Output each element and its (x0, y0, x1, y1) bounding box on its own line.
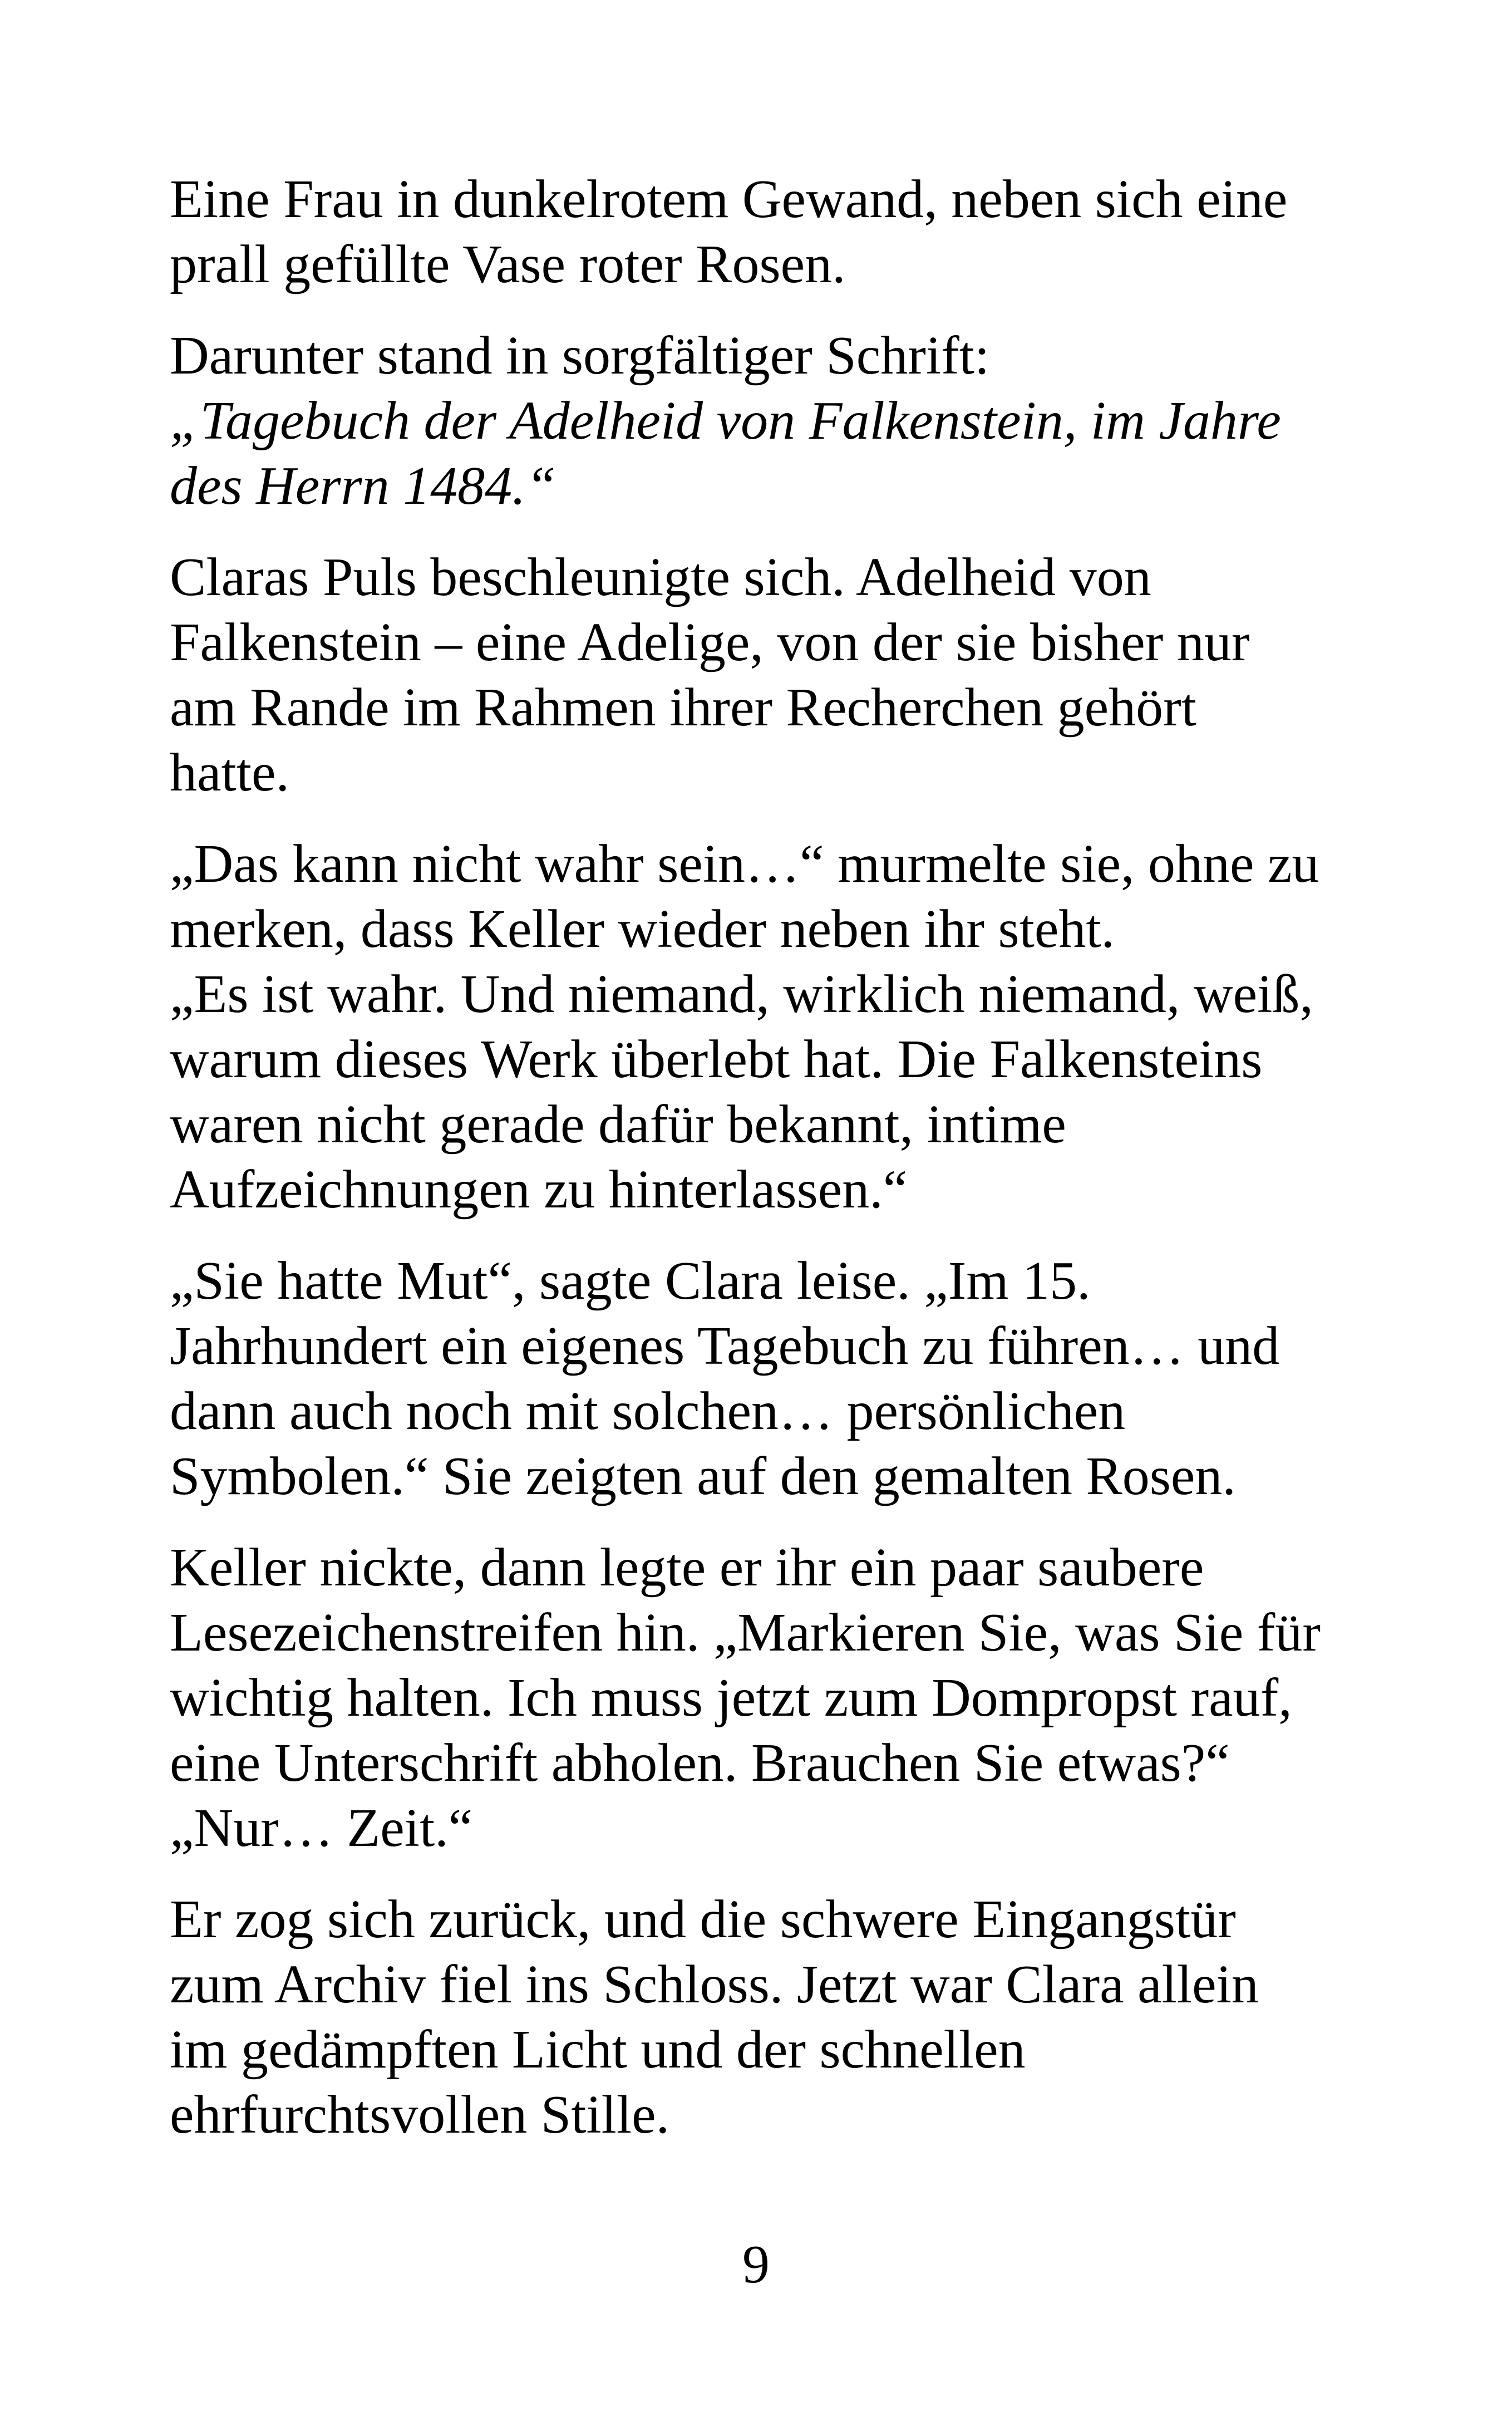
text-line: Er zog sich zurück, und die schwere Eingangstür (170, 1889, 1236, 1949)
page-number: 9 (742, 2234, 770, 2295)
text-line: Darunter stand in sorgfältiger Schrift: (170, 326, 990, 386)
text-line: eine Unterschrift abholen. Brauchen Sie etwas?“ (170, 1733, 1230, 1793)
text-line: zum Archiv fiel ins Schloss. Jetzt war Clara allein (170, 1954, 1259, 2015)
text-line: waren nicht gerade dafür bekannt, intime (170, 1094, 1066, 1155)
text-line: wichtig halten. Ich muss jetzt zum Dompropst rauf, (170, 1668, 1292, 1728)
text-line: „Nur… Zeit.“ (170, 1798, 473, 1858)
text-line: dann auch noch mit solchen… persönlichen (170, 1381, 1126, 1441)
text-line: „Das kann nicht wahr sein…“ murmelte sie, ohne zu (170, 834, 1319, 894)
text-line: Symbolen.“ Sie zeigten auf den gemalten Rosen. (170, 1446, 1236, 1506)
paragraph-6 (170, 1535, 1394, 1861)
text-line: hatte. (170, 743, 289, 803)
text-line: prall gefüllte Vase roter Rosen. (170, 234, 846, 294)
paragraph-4 (170, 832, 1394, 1222)
paragraph-2 (170, 323, 1394, 519)
text-line: Lesezeichenstreifen hin. „Markieren Sie, was Sie für (170, 1603, 1321, 1663)
text-line: „Sie hatte Mut“, sagte Clara leise. „Im 15. (170, 1251, 1091, 1311)
text-line: merken, dass Keller wieder neben ihr steht. (170, 899, 1115, 959)
page-body (170, 167, 1394, 2174)
text-line: Jahrhundert ein eigenes Tagebuch zu führen… und (170, 1316, 1280, 1376)
paragraph-3 (170, 545, 1394, 806)
text-line: „Tagebuch der Adelheid von Falkenstein, im Jahre (170, 391, 1281, 451)
text-line: des Herrn 1484.“ (170, 456, 556, 516)
paragraph-5 (170, 1249, 1394, 1509)
text-line: Aufzeichnungen zu hinterlassen.“ (170, 1160, 908, 1220)
paragraph-7 (170, 1887, 1394, 2148)
text-line: im gedämpften Licht und der schnellen (170, 2020, 1026, 2080)
text-line: Claras Puls beschleunigte sich. Adelheid von (170, 547, 1151, 607)
text-line: warum dieses Werk überlebt hat. Die Falkensteins (170, 1029, 1263, 1089)
text-line: „Es ist wahr. Und niemand, wirklich niemand, weiß, (170, 964, 1313, 1024)
text-line: Eine Frau in dunkelrotem Gewand, neben sich eine (170, 169, 1288, 229)
text-line: Keller nickte, dann legte er ihr ein paar saubere (170, 1538, 1204, 1598)
text-line: am Rande im Rahmen ihrer Recherchen gehört (170, 677, 1196, 738)
text-line: ehrfurchtsvollen Stille. (170, 2085, 670, 2145)
text-line: Falkenstein – eine Adelige, von der sie bisher nur (170, 612, 1250, 672)
paragraph-1 (170, 167, 1394, 297)
